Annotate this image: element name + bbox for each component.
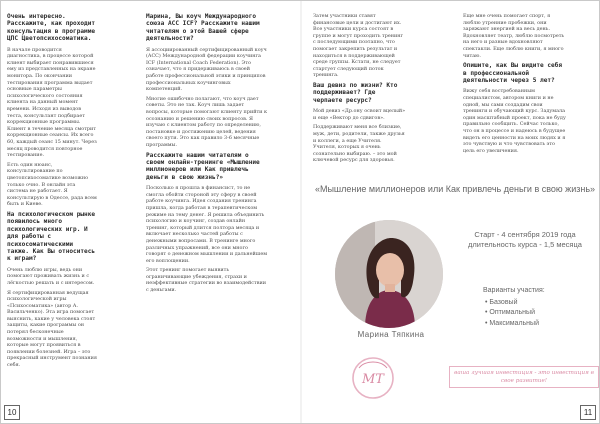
- variant-item: • Базовый: [485, 298, 518, 306]
- answer-paragraph: Посколько я прошла в финансист, то не смогла обойти стороной эту сферу в своей работе коучинга. Идея создания тренинга пришла, когда работая в терапевтическом режиме на тему денег. Я решила объединить психологию и коучинг, создав онлайн тренинг, который длится полтора месяца и включает несколько частей работы с денежными вопросами. В тренинге много различных упражнений, все они много говорят о денежном мышлении и дальнейшем его воплощении.: [146, 185, 268, 264]
- mt-logo: [349, 354, 397, 402]
- variant-item: • Максимальный: [485, 319, 539, 327]
- variants-label: Варианты участия:: [483, 287, 545, 294]
- column-2: [146, 13, 268, 297]
- author-name: Марина Тяпкина: [357, 330, 425, 339]
- page-number-right: 11: [580, 405, 596, 420]
- portrait-illustration: [335, 220, 443, 328]
- column-1: [7, 13, 97, 372]
- answer-paragraph: Мой девиз «Др.ону освоит вцелый» и еще «Вектор до сдвигов».: [313, 108, 406, 121]
- answer-paragraph: Есть один нюанс, консультирование по цветопсихосоматике возможно только очно. В онлайн эта система не работает. Я консультирую в Одессе, рада всем быть и Киеве.: [7, 161, 97, 208]
- answer-paragraph: Вижу себя востребованным специалистом, автором книги и не одной, мы сами создадим свои тренинги и обучающий курс. Задумала один масштабный проект, пока не буду правильно сообщить. Сейчас только, что он в процессе и надеюсь в будущее видеть его ценности на моих людях и я это чувствую и что чувствовать это цель его увеличения.: [463, 88, 566, 154]
- variant-item: • Оптимальный: [485, 309, 535, 316]
- answer-paragraph: Еще мне очень помогает спорт, я люблю утренние пробежки, они заряжают энергией на весь день. Вдохновляет театр, люблю посмотреть на него и разные вдохновляют спектакли. Еще люблю книги, я много читаю.: [463, 13, 565, 59]
- question-heading: Расскажите нашим читателям о своем онлайн-тренинге «Мышление миллионеров или Как привлечь деньги в свою жизнь?»: [146, 151, 260, 181]
- training-promo: [313, 176, 597, 416]
- tagline: ваша лучшая инвестиция - это инвестиция в свое развитие!: [449, 366, 599, 388]
- answer-paragraph: Очень люблю игры, ведь они помогают проживать жизнь и с лёгкостью решать и с интересом.: [7, 266, 95, 286]
- question-heading: Очень интересно. Расскажите, как проходит консультация в программе ЦПС Цветопсихосоматика.: [7, 13, 96, 43]
- page-fold: [300, 1, 302, 423]
- question-heading: Марина, Вы коуч Международного союза ACC ICF? Расскажите нашим читателям о этой Вашей сфере деятельности?: [146, 13, 260, 43]
- column-3: [313, 13, 406, 167]
- logo-letters: МТ: [362, 372, 384, 387]
- training-dates: [455, 230, 595, 249]
- question-heading: Ваш девиз по жизни? Кто поддерживает? Где черпаете ресурс?: [313, 81, 398, 104]
- page-number-left: 10: [4, 405, 20, 420]
- answer-paragraph: Затем участники ставят финансовые цели и достигают их. Все участники курса состоят в группе и могут проходить тренинг с последующими поэтапно, что помогает закрепить результат и находиться в поддерживающей среде группы. Кстати, не следует стартует следующий поток тренинга.: [313, 13, 404, 79]
- question-heading: На психологическом рынке появилось много психологических игр. И для работы с психосоматическими также. Как Вы относитесь к играм?: [7, 210, 96, 263]
- start-date: Старт - 4 сентября 2019 года: [474, 230, 576, 239]
- answer-paragraph: В начале проводится диагностика, в процессе которой клиент выбирает понравившиеся ему из представленных на экране монитора. По окончании тестирования программа выдает основные параметры психологического состояния клиента на данный момент времени. Исходя из выводов теста, консультант подбирает коррекционные программы. Клиент в течение месяца смотрит коррекционные сеансы. Их всего 60, каждый сеанс 15 минут. Через месяц проводится повторное тестирование.: [7, 46, 97, 159]
- training-title: «Мышление миллионеров или Как привлечь деньги в свою жизнь»: [314, 184, 596, 194]
- answer-paragraph: Я сертифицированная ведущая психологической игры «Психосоматика» (автор А. Васильченко). Эта игра помогает выяснить, какие у человека стоят защиты, какие программы он потерял бесконечные возможности и мышления, которые могут проявиться в появлении болезней. Игра – это прекрасный инструмент познания себя.: [7, 289, 97, 369]
- column-4: [463, 13, 568, 157]
- question-heading: Опишите, как Вы видите себя в профессиональной деятельности через 5 лет?: [463, 62, 563, 84]
- participation-variants: [483, 286, 593, 329]
- answer-paragraph: Многие ошибочно полагают, что коуч дает советы. Это не так. Коуч лишь задает вопросы, которые помогают клиенту прийти к осознанию и решению своих вопросов. Я изучаю с клиентом работу по определению, постановке и достижению целей, ведения своего пути. Это как правило 3-6 месячные программы.: [146, 95, 268, 148]
- course-duration: длительность курса - 1,5 месяца: [468, 239, 582, 249]
- answer-paragraph: Я ассоциированный сертифицированный коуч (ACC) Международной федерации коучинга ICF (International Coach Federation). Это означает, что я придерживаюсь в своей работе профессиональной этики и принципов профессиональных коучинговых компетенций.: [146, 46, 267, 93]
- answer-paragraph: Поддерживают меня все близкие, муж, дети, родители, также друзья и коллеги, а еще Учителя. Учителя, которых я очень сознательно выбираю. – это мой ключевой ресурс для здоровья.: [313, 124, 405, 164]
- author-photo: [335, 220, 443, 328]
- answer-paragraph: Этот тренинг помогает выявить ограничивающие убеждения, страхи и неэффективные стратегии во взаимодействии с деньгами.: [146, 267, 267, 294]
